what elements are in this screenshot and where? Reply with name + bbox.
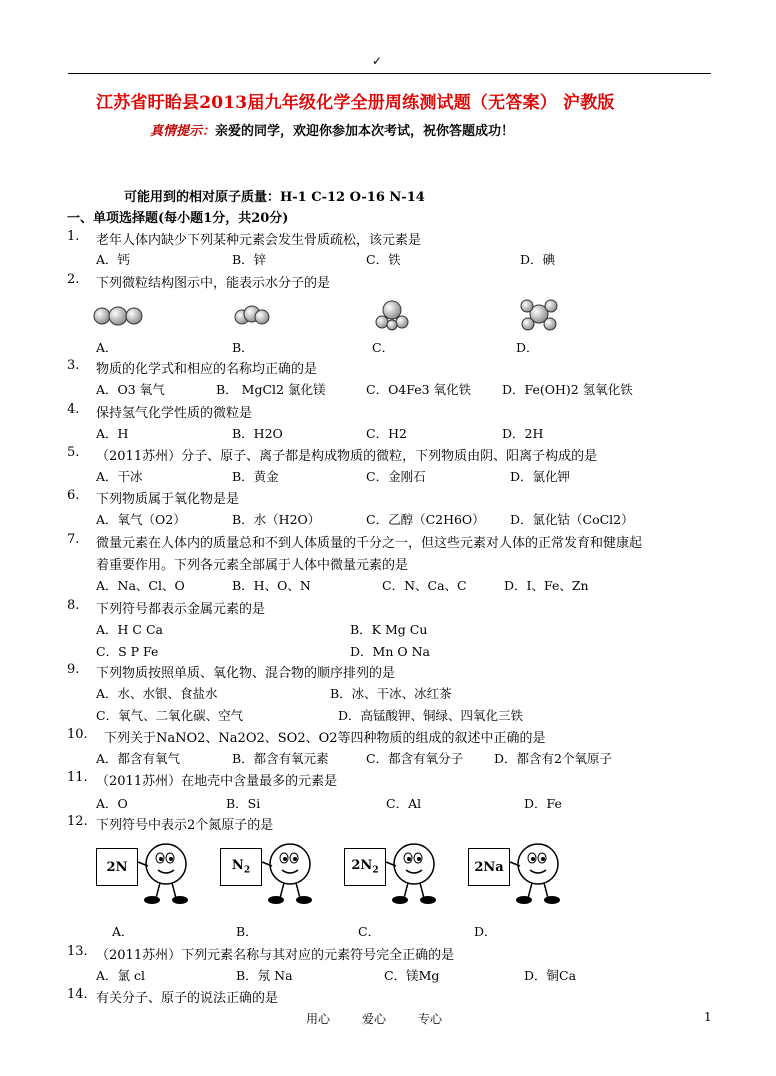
q12-text: 下列符号中表示2个氮原子的是 bbox=[96, 818, 274, 833]
q7-option-a: A．Na、Cl、O bbox=[96, 578, 185, 593]
tip-line bbox=[150, 120, 514, 139]
q3-option-b: B． MgCl2 氯化镁 bbox=[216, 382, 326, 397]
q13-option-c: C．镁Mg bbox=[384, 968, 440, 983]
q9-option-b: B．冰、干冰、冰红茶 bbox=[330, 686, 452, 701]
molecule-b-image bbox=[232, 302, 272, 330]
q6-option-c: C．乙醇（C2H6O） bbox=[366, 512, 485, 527]
q5-option-b: B．黄金 bbox=[232, 469, 279, 484]
q2-number: 2. bbox=[67, 272, 80, 287]
q7-text-cont: 着重要作用。下列各元素全部属于人体中微量元素的是 bbox=[96, 558, 409, 573]
q12-card-b bbox=[220, 848, 262, 886]
q2-option-b: B． bbox=[232, 340, 254, 355]
q8-option-c: C．S P Fe bbox=[96, 644, 159, 659]
tip-text: 亲爱的同学，欢迎你参加本次考试，祝你答题成功！ bbox=[215, 124, 515, 139]
q6-option-b: B．水（H2O） bbox=[232, 512, 321, 527]
q12-card-d-label: 2Na bbox=[474, 859, 504, 875]
q3-option-a: A．O3 氧气 bbox=[96, 382, 165, 397]
q1-text: 老年人体内缺少下列某种元素会发生骨质疏松，该元素是 bbox=[96, 233, 422, 248]
q12-option-a: A． bbox=[112, 924, 134, 939]
q2-option-a: A． bbox=[96, 340, 118, 355]
q12-card-b-text: $N_2$ bbox=[231, 858, 251, 876]
q5-text: （2011苏州）分子、原子、离子都是构成物质的微粒，下列物质由阴、阳离子构成的是 bbox=[96, 449, 598, 464]
q11-option-a: A．O bbox=[96, 796, 128, 811]
q8-option-d: D．Mn O Na bbox=[350, 644, 430, 659]
q10-option-c: C．都含有氧分子 bbox=[366, 751, 464, 766]
q12-card-a bbox=[96, 848, 138, 886]
q3-number: 3. bbox=[67, 358, 80, 373]
q5-option-c: C．金刚石 bbox=[366, 469, 426, 484]
q2-option-c: C． bbox=[372, 340, 395, 355]
q6-number: 6. bbox=[67, 488, 80, 503]
q13-option-b: B．氖 Na bbox=[236, 968, 293, 983]
q13-option-d: D．铜Ca bbox=[524, 968, 577, 983]
q10-option-a: A．都含有氧气 bbox=[96, 751, 181, 766]
q14-text: 有关分子、原子的说法正确的是 bbox=[96, 991, 279, 1006]
q6-text: 下列物质属于氧化物是是 bbox=[96, 492, 240, 507]
q9-number: 9. bbox=[67, 662, 80, 677]
footer-left: 用心 bbox=[306, 1012, 331, 1026]
q11-option-d: D．Fe bbox=[524, 796, 562, 811]
q3-option-c: C．O4Fe3 氧化铁 bbox=[366, 382, 472, 397]
q12-option-c: C． bbox=[358, 924, 381, 939]
q9-option-c: C．氧气、二氧化碳、空气 bbox=[96, 708, 244, 723]
q7-number: 7. bbox=[67, 532, 80, 547]
q8-option-b: B．K Mg Cu bbox=[350, 622, 428, 637]
q10-option-d: D．都含有2个氧原子 bbox=[494, 751, 612, 766]
section-heading: 一、单项选择题(每小题1分，共20分) bbox=[67, 211, 289, 226]
q1-option-b: B．锌 bbox=[232, 252, 267, 267]
q11-text: （2011苏州）在地壳中含量最多的元素是 bbox=[96, 774, 338, 789]
header-mark: ✓ bbox=[372, 54, 383, 68]
q14-number: 14. bbox=[67, 987, 88, 1002]
q1-number: 1. bbox=[67, 229, 80, 244]
q5-number: 5. bbox=[67, 445, 80, 460]
q8-text: 下列符号都表示金属元素的是 bbox=[96, 602, 266, 617]
q4-text: 保持氢气化学性质的微粒是 bbox=[96, 406, 253, 421]
q6-option-a: A．氧气（O2） bbox=[96, 512, 186, 527]
q4-option-b: B．H2O bbox=[232, 426, 283, 441]
q7-option-b: B．H、O、N bbox=[232, 578, 311, 593]
q7-option-d: D．I、Fe、Zn bbox=[504, 578, 589, 593]
q6-option-d: D．氯化钴（CoCl2） bbox=[510, 512, 634, 527]
q4-option-c: C．H2 bbox=[366, 426, 407, 441]
q7-text: 微量元素在人体内的质量总和不到人体质量的千分之一，但这些元素对人体的正常发育和健康起 bbox=[96, 536, 643, 551]
q11-number: 11. bbox=[67, 770, 88, 785]
molecule-c-image bbox=[372, 298, 412, 332]
tip-label: 真情提示： bbox=[150, 124, 216, 139]
q12-card-a-label: 2N bbox=[106, 859, 128, 875]
page-number: 1 bbox=[704, 1010, 712, 1024]
q8-number: 8. bbox=[67, 598, 80, 613]
q11-option-b: B．Si bbox=[226, 796, 261, 811]
q9-option-a: A．水、水银、食盐水 bbox=[96, 686, 218, 701]
footer-right: 专心 bbox=[418, 1012, 443, 1026]
q12-option-d: D． bbox=[474, 924, 497, 939]
q4-option-a: A．H bbox=[96, 426, 129, 441]
q12-option-b: B． bbox=[236, 924, 258, 939]
q13-number: 13. bbox=[67, 944, 88, 959]
cartoon-atom-b-image bbox=[260, 836, 320, 906]
q13-text: （2011苏州）下列元素名称与其对应的元素符号完全正确的是 bbox=[96, 948, 455, 963]
q10-text: 下列关于NaNO2、Na2O2、SO2、O2等四种物质的组成的叙述中正确的是 bbox=[104, 731, 546, 746]
q11-option-c: C．Al bbox=[386, 796, 422, 811]
q1-option-a: A．钙 bbox=[96, 252, 131, 267]
q1-option-c: C．铁 bbox=[366, 252, 401, 267]
q5-option-d: D．氯化钾 bbox=[510, 469, 571, 484]
molecule-a-image bbox=[92, 300, 144, 330]
q12-number: 12. bbox=[67, 814, 88, 829]
q8-option-a: A．H C Ca bbox=[96, 622, 163, 637]
q10-number: 10. bbox=[67, 727, 88, 742]
molecule-d-image bbox=[516, 294, 562, 334]
cartoon-atom-c-image bbox=[384, 836, 444, 906]
cartoon-atom-d-image bbox=[508, 836, 568, 906]
q9-option-d: D．高锰酸钾、铜绿、四氧化三铁 bbox=[338, 708, 524, 723]
q1-option-d: D．碘 bbox=[520, 252, 556, 267]
q2-option-d: D． bbox=[516, 340, 539, 355]
q12-card-d bbox=[468, 848, 510, 886]
footer-mid: 爱心 bbox=[362, 1012, 387, 1026]
q4-option-d: D．2H bbox=[502, 426, 544, 441]
q4-number: 4. bbox=[67, 402, 80, 417]
q12-card-c bbox=[344, 848, 386, 886]
q2-text: 下列微粒结构图示中，能表示水分子的是 bbox=[96, 276, 331, 291]
q7-option-c: C．N、Ca、C bbox=[382, 578, 467, 593]
header-rule bbox=[68, 73, 711, 74]
q3-text: 物质的化学式和相应的名称均正确的是 bbox=[96, 362, 318, 377]
q3-option-d: D．Fe(OH)2 氢氧化铁 bbox=[502, 382, 633, 397]
document-title: 江苏省盱眙县2013届九年级化学全册周练测试题（无答案） 沪教版 bbox=[96, 93, 615, 113]
atomic-masses: 可能用到的相对原子质量：H-1 C-12 O-16 N-14 bbox=[124, 190, 425, 205]
q10-option-b: B．都含有氧元素 bbox=[232, 751, 329, 766]
q13-option-a: A．氯 cl bbox=[96, 968, 145, 983]
q12-card-c-text: $2N_2$ bbox=[351, 858, 379, 876]
q5-option-a: A．干冰 bbox=[96, 469, 143, 484]
q9-text: 下列物质按照单质、氧化物、混合物的顺序排列的是 bbox=[96, 666, 396, 681]
cartoon-atom-a-image bbox=[136, 836, 196, 906]
